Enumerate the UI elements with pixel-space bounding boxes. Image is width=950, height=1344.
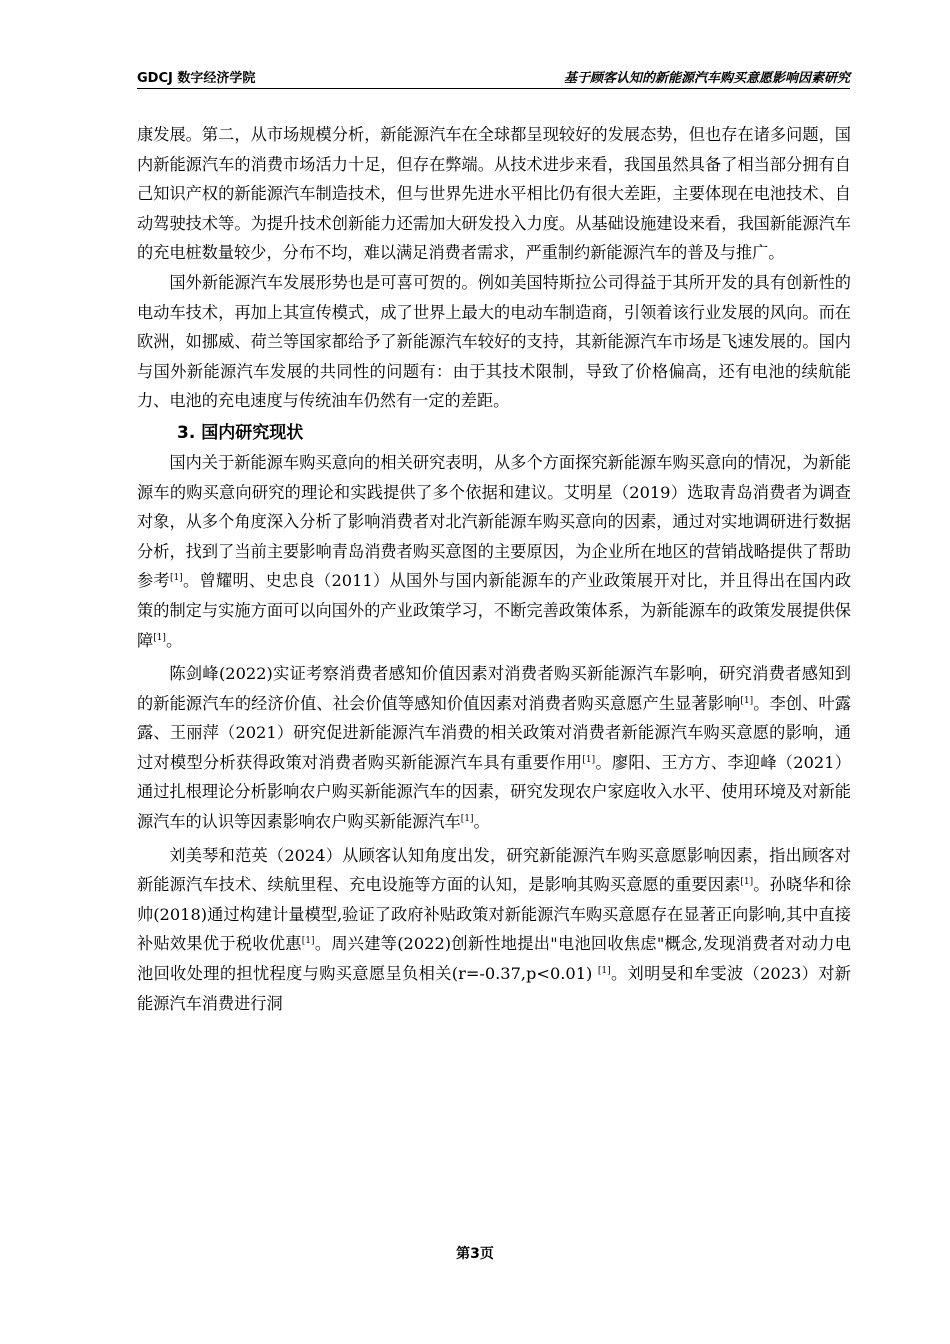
citation-mark: [1]: [582, 754, 596, 765]
citation-mark: [1]: [740, 695, 754, 706]
paragraph-text: 刘美琴和范英（2024）从顾客认知角度出发，研究新能源汽车购买意愿影响因素，指出顾客对新能源汽车技术、续航里程、充电设施等方面的认知，是影响其购买意愿的重要因素: [137, 845, 851, 895]
paragraph-text: 陈剑峰(2022)实证考察消费者感知价值因素对消费者购买新能源汽车影响，研究消费者感知到的新能源汽车的经济价值、社会价值等感知价值因素对消费者购买意愿产生显著影响: [137, 664, 851, 713]
paragraph-text: 国外新能源汽车发展形势也是可喜可贺的。例如美国特斯拉公司得益于其所开发的具有创新性的电动车技术，再加上其宣传模式，成了世界上最大的电动车制造商，引领着该行业发展的风向。而在欧洲，如挪威、荷兰等国家都给予了新能源汽车较好的支持，其新能源汽车市场是飞速发展的。国内与国外新能源汽车发展的共同性的问题有：由于其技术限制，导致了价格偏高，还有电池的续航能力、电池的充电速度与传统油车仍然有一定的差距。: [137, 272, 851, 411]
citation-mark: [1]: [740, 877, 754, 888]
paragraph-text: 。孙晓华和徐帅(2018)通过构建计量模型,验证了政府补贴政策对新能源汽车购买意愿存在显著正向影响,其中直接补贴效果优于税收优惠: [137, 875, 852, 954]
header-paper-title: 基于顾客认知的新能源汽车购买意愿影响因素研究: [563, 71, 850, 86]
paragraph-text: 。周兴建等(2022)创新性地提出"电池回收焦虑"概念,发现消费者对动力电池回收处理的担忧程度与购买意愿呈负相关(r=-0.37,p<0.01): [137, 934, 851, 984]
paragraph-text: 。廖阳、王方方、李迎峰（2021）通过扎根理论分析影响农户购买新能源汽车的因素，研究发现农户家庭收入水平、使用环境及对新能源汽车的认识等因素影响农户购买新能源汽车: [137, 752, 851, 832]
paragraph-continued: [137, 120, 851, 268]
page-number: 第3页: [456, 1246, 494, 1262]
paragraph-text: 。: [165, 630, 183, 650]
paragraph-foreign-development: [137, 268, 851, 416]
citation-mark: [1]: [153, 632, 166, 643]
paragraph-text: 。刘明旻和牟雯波（2023）对新能源汽车消费进行洞: [137, 964, 851, 1013]
section-heading-domestic-research: 3. 国内研究现状: [177, 422, 304, 443]
citation-mark: [1]: [597, 966, 611, 977]
header-institution: GDCJ 数字经济学院: [137, 71, 256, 86]
page-header: [137, 66, 850, 89]
paragraph-text: 。: [473, 812, 490, 832]
paragraph-domestic-research-1: [137, 448, 851, 655]
citation-mark: [1]: [301, 936, 315, 947]
body-text: [137, 120, 851, 1018]
paragraph-domestic-research-2: [137, 659, 851, 837]
paragraph-text: 国内关于新能源车购买意向的相关研究表明，从多个方面探究新能源车购买意向的情况，为新能源车的购买意向研究的理论和实践提供了多个依据和建议。艾明星（2019）选取青岛消费者为调查对象，从多个角度深入分析了影响消费者对北汽新能源车购买意向的因素，通过对实地调研进行数据分析，找到了当前主要影响青岛消费者购买意图的主要原因，为企业所在地区的营销战略提供了帮助参考: [137, 452, 851, 591]
paragraph-domestic-research-3: [137, 841, 851, 1019]
paragraph-text: 康发展。第二，从市场规模分析，新能源汽车在全球都呈现较好的发展态势，但也存在诸多问题，国内新能源汽车的消费市场活力十足，但存在弊端。从技术进步来看，我国虽然具备了相当部分拥有自己知识产权的新能源汽车制造技术，但与世界先进水平相比仍有很大差距，主要体现在电池技术、自动驾驶技术等。为提升技术创新能力还需加大研发投入力度。从基础设施建设来看，我国新能源汽车的充电桩数量较少，分布不均，难以满足消费者需求，严重制约新能源汽车的普及与推广。: [137, 125, 851, 263]
paragraph-text: 。曾耀明、史忠良（2011）从国外与国内新能源车的产业政策展开对比，并且得出在国内政策的制定与实施方面可以向国外的产业政策学习，不断完善政策体系，为新能源车的政策发展提供保障: [137, 571, 852, 650]
citation-mark: [1]: [460, 814, 474, 825]
paragraph-text: 。李创、叶露露、王丽萍（2021）研究促进新能源汽车消费的相关政策对消费者新能源汽车购买意愿的影响，通过对模型分析获得政策对消费者购买新能源汽车具有重要作用: [137, 693, 852, 772]
citation-mark: [1]: [170, 573, 183, 584]
